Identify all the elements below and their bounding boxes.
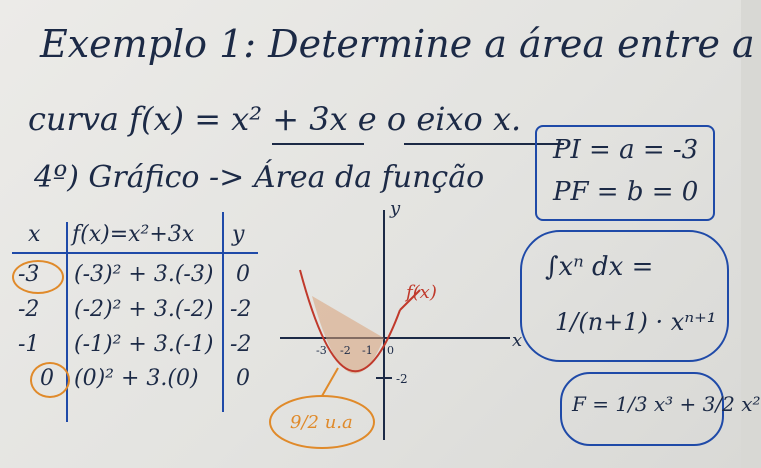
example-title: Exemplo 1: Determine a área entre a [40, 22, 755, 66]
row1-y: 0 [236, 262, 250, 287]
table-header-line [12, 252, 258, 254]
function-underline [272, 143, 364, 145]
integral-cloud [520, 230, 729, 362]
power-rule-result: 1/(n+1) · xⁿ⁺¹ [555, 308, 717, 336]
x-tick-neg2: -2 [340, 344, 351, 357]
table-divider-2 [222, 212, 224, 412]
row3-y: -2 [230, 332, 252, 357]
row4-y: 0 [236, 366, 250, 391]
row1-fx: (-3)² + 3.(-3) [74, 262, 214, 287]
x-tick-neg1: -1 [362, 344, 373, 357]
power-rule-integral: ∫xⁿ dx = [545, 252, 654, 282]
table-header-y: y [232, 222, 245, 247]
x-tick-0: 0 [387, 344, 394, 357]
row2-fx: (-2)² + 3.(-2) [74, 297, 214, 322]
y-axis-label: y [390, 198, 401, 219]
problem-statement: curva f(x) = x² + 3x e o eixo x. [28, 100, 522, 138]
parabola-graph [260, 200, 530, 460]
area-arrow [322, 368, 338, 396]
lower-bound: PI = a = -3 [553, 135, 699, 165]
x-axis-label: x [512, 330, 523, 351]
x-tick-neg3: -3 [316, 344, 327, 357]
y-tick-label: -2 [396, 372, 408, 386]
upper-bound: PF = b = 0 [553, 177, 699, 207]
row4-fx: (0)² + 3.(0) [74, 366, 199, 391]
row3-x: -1 [18, 332, 40, 357]
row2-y: -2 [230, 297, 252, 322]
area-label: 9/2 u.a [290, 412, 353, 433]
row1-x: -3 [18, 262, 40, 287]
row4-x: 0 [40, 366, 54, 391]
step-heading: 4º) Gráfico -> Área da função [34, 160, 485, 195]
row2-x: -2 [18, 297, 40, 322]
row3-fx: (-1)² + 3.(-1) [74, 332, 214, 357]
antiderivative-formula: F = 1/3 x³ + 3/2 x² [572, 392, 761, 416]
table-header-fx: f(x)=x²+3x [72, 222, 195, 247]
function-label: f(x) [406, 282, 437, 303]
table-header-x: x [28, 222, 41, 247]
